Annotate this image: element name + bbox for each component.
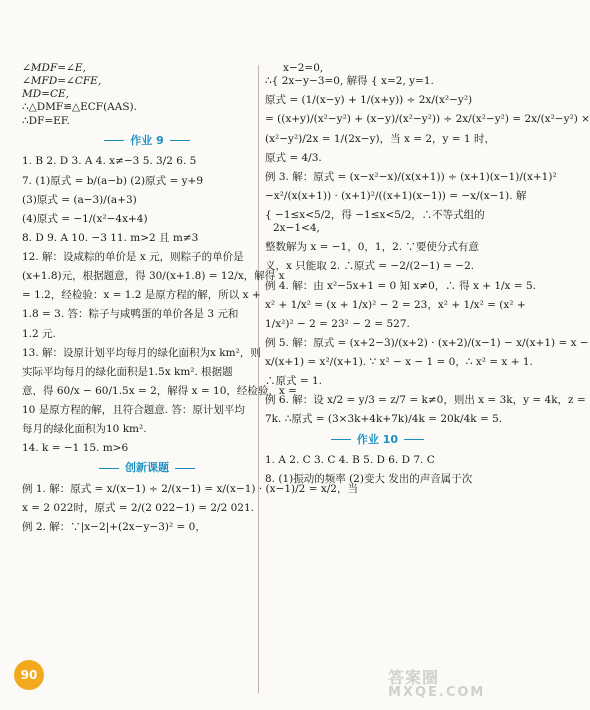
answer-line: 例 1. 解：原式 = x/(x−1) ÷ 2/(x−1) = x/(x−1) · (x−1)/2 = x/2，当 bbox=[22, 483, 358, 496]
answer-line: x−2=0, bbox=[283, 62, 324, 74]
answer-line: 例 2. 解：∵|x−2|+(2x−y−3)² = 0， bbox=[22, 521, 206, 534]
answer-line: x² + 1/x² = (x + 1/x)² − 2 = 23，x² + 1/x² = (x² + bbox=[265, 298, 526, 311]
proof-line: ∠MFD=∠CFE, bbox=[22, 75, 102, 88]
answer-line: = ((x+y)/(x²−y²) + (x−y)/(x²−y²)) ÷ 2x/(x²−y²) = 2x/(x²−y²) × bbox=[265, 113, 590, 126]
answer-line: 每月的绿化面积为10 km². bbox=[22, 423, 147, 436]
section-heading-homework-10: 作业 10 bbox=[265, 433, 490, 447]
proof-line: MD=CE, bbox=[22, 88, 70, 101]
answer-line: 原式 = 4/3. bbox=[265, 151, 322, 164]
answer-line: 1. B 2. D 3. A 4. x≠−3 5. 3/2 6. 5 bbox=[22, 155, 197, 168]
proof-line: ∴△DMF≌△ECF(AAS). bbox=[22, 101, 137, 114]
answer-line: 7k. ∴原式 = (3×3k+4k+7k)/4k = 20k/4k = 5. bbox=[265, 413, 503, 426]
answer-line: 实际平均每月的绿化面积是1.5x km². 根据题 bbox=[22, 365, 233, 378]
answer-line: x/(x+1) = x²/(x+1). ∵ x² − x − 1 = 0，∴ x² = x + 1. bbox=[265, 356, 533, 368]
section-heading-innovation: 创新课题 bbox=[22, 461, 272, 475]
answer-line: 7. (1)原式 = b/(a−b) (2)原式 = y+9 bbox=[22, 174, 204, 187]
answer-line: 1.2 元. bbox=[22, 327, 56, 340]
answer-line: 例 5. 解：原式 = (x+2−3)/(x+2) · (x+2)/(x−1) − x/(x+1) = x − bbox=[265, 336, 589, 349]
answer-line: x = 2 022时，原式 = 2/(2 022−1) = 2/2 021. bbox=[22, 502, 254, 515]
answer-line: 1.8 = 3. 答：粽子与咸鸭蛋的单价各是 3 元和 bbox=[22, 308, 239, 321]
answer-line: (3)原式 = (a−3)/(a+3) bbox=[22, 193, 137, 206]
answer-line: 例 6. 解：设 x/2 = y/3 = z/7 = k≠0，则出 x = 3k，y = 4k，z = bbox=[265, 394, 586, 407]
answer-line: 整数解为 x = −1，0，1，2. ∵要使分式有意 bbox=[265, 241, 479, 254]
answer-line: 13. 解：设原计划平均每月的绿化面积为x km²，则 bbox=[22, 346, 261, 359]
proof-line: ∴DF=EF. bbox=[22, 114, 70, 127]
answer-line: −x²/(x(x+1)) · (x+1)²/((x+1)(x−1)) = −x/(x−1). 解 bbox=[265, 189, 527, 202]
answer-line: = 1.2，经检验：x = 1.2 是原方程的解，所以 x + bbox=[22, 289, 261, 302]
answer-line: (x²−y²)/2x = 1/(2x−y)，当 x = 2，y = 1 时， bbox=[265, 132, 495, 145]
answer-line: 12. 解：设咸粽的单价是 x 元，则粽子的单价是 bbox=[22, 251, 244, 263]
answer-line: 原式 = (1/(x−y) + 1/(x+y)) ÷ 2x/(x²−y²) bbox=[265, 94, 473, 107]
proof-line: ∠MDF=∠E, bbox=[22, 62, 86, 74]
page-number-badge: 90 bbox=[14, 660, 44, 690]
answer-line: (4)原式 = −1/(x²−4x+4) bbox=[22, 212, 148, 225]
watermark-url: MXQE.COM bbox=[388, 685, 486, 700]
answer-line: 例 3. 解：原式 = (x−x²−x)/(x(x+1)) ÷ (x+1)(x−1)/(x+1)² bbox=[265, 170, 557, 183]
answer-line: 例 4. 解：由 x²−5x+1 = 0 知 x≠0，∴ 得 x + 1/x = 5. bbox=[265, 279, 536, 292]
answer-line: 10 是原方程的解，且符合题意. 答：原计划平均 bbox=[22, 404, 245, 416]
section-heading-homework-9: 作业 9 bbox=[22, 134, 272, 148]
answer-line: (x+1.8)元，根据题意，得 30/(x+1.8) = 12/x，解得 x bbox=[22, 270, 285, 283]
right-column bbox=[265, 62, 590, 487]
answer-line: 2x−1<4, bbox=[273, 222, 320, 235]
answer-line: 1. A 2. C 3. C 4. B 5. D 6. D 7. C bbox=[265, 454, 435, 467]
answer-line: 意，得 60/x − 60/1.5x = 2，解得 x = 10，经检验，x = bbox=[22, 384, 297, 397]
answer-line: 8. (1)振动的频率 (2)变大 发出的声音属于次 bbox=[265, 473, 473, 486]
watermark-logo bbox=[388, 670, 485, 699]
watermark-text: 答案圈 bbox=[388, 668, 440, 687]
answer-line: ∴{ 2x−y−3=0, 解得 { x=2, y=1. bbox=[265, 75, 434, 88]
answer-line: 1/x²)² − 2 = 23² − 2 = 527. bbox=[265, 317, 410, 330]
answer-line: 义，x 只能取 2. ∴原式 = −2/(2−1) = −2. bbox=[265, 260, 475, 273]
answer-line: 14. k = −1 15. m>6 bbox=[22, 442, 129, 455]
answer-line: { −1≤x<5/2，得 −1≤x<5/2，∴不等式组的 bbox=[265, 209, 485, 221]
answer-line: 8. D 9. A 10. −3 11. m>2 且 m≠3 bbox=[22, 231, 199, 244]
answer-line: ∴原式 = 1. bbox=[265, 375, 322, 388]
